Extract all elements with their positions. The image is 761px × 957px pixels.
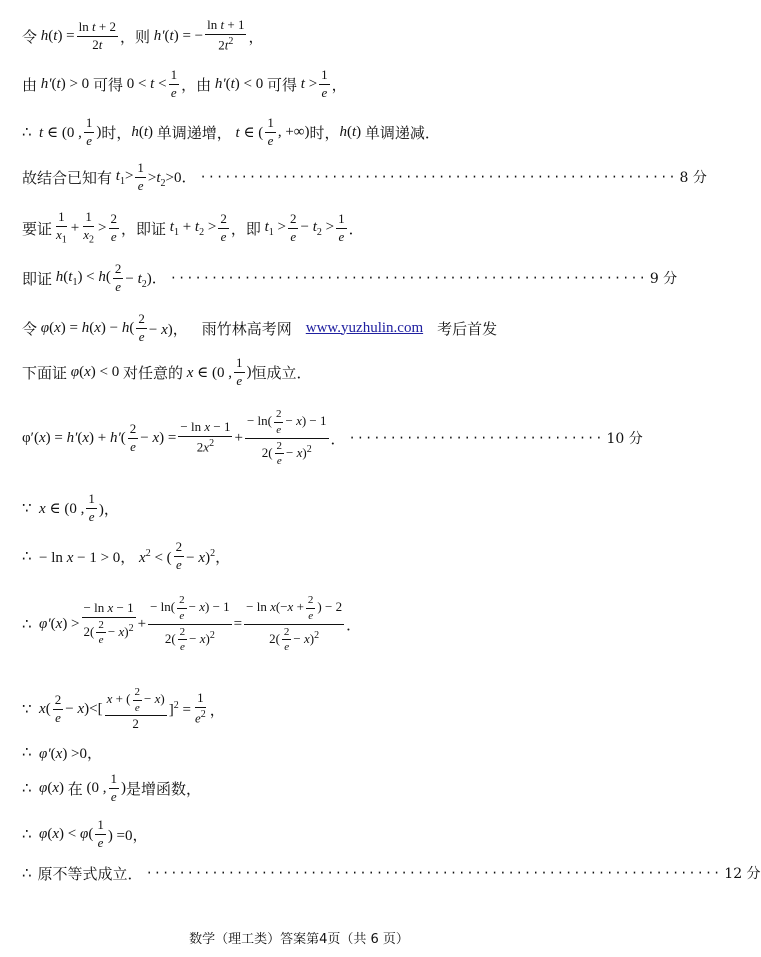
math-period: ． bbox=[330, 431, 346, 448]
line-8-claim bbox=[22, 352, 578, 392]
math-minus-x-eq: − x) = bbox=[140, 429, 177, 446]
therefore-symbol: ∴ bbox=[22, 864, 32, 882]
line-3-monotonicity bbox=[22, 112, 578, 152]
line-17-conclusion bbox=[22, 860, 761, 886]
text-comma-you: ，由 bbox=[181, 75, 212, 94]
score-8: 8 分 bbox=[679, 170, 707, 186]
math-t2-gt0: $>t_2>0$． bbox=[147, 169, 197, 189]
math-hprime: h′ bbox=[150, 27, 165, 44]
dot-leader: ·························································· bbox=[169, 271, 647, 285]
fraction-2-over-e-5: $\frac{2}{e}$ bbox=[138, 310, 145, 344]
math-0-lt-t-lt: 0 < t < bbox=[122, 75, 167, 92]
dot-leader: ······································································ bbox=[145, 866, 722, 880]
text-shi1: 时， bbox=[101, 123, 132, 142]
fraction-1-over-e: $\frac{1}{e}$ bbox=[170, 66, 178, 100]
fraction-1-over-e-7: $\frac{1}{e}$ bbox=[236, 354, 243, 388]
math-minus-x-sq: − x)$^2$， bbox=[186, 547, 231, 566]
math-period: ． bbox=[346, 617, 362, 634]
math-gt: > bbox=[98, 219, 107, 236]
math-minus-t2: − $t_2$ > bbox=[300, 218, 335, 238]
math-t1-plus-t2: $t_1 + t_2$ > bbox=[169, 218, 217, 238]
fraction-2-over-e-4: $\frac{2}{e}$ bbox=[114, 260, 122, 294]
math-h-t-2: h(t) bbox=[339, 123, 365, 140]
fraction-1-over-x2: $\frac{1}{x_2}$ bbox=[83, 208, 95, 246]
therefore-symbol: ∴ bbox=[22, 825, 32, 843]
math-minus-x: − x)， bbox=[148, 321, 188, 338]
text-conclusion: 原不等式成立． bbox=[37, 864, 143, 883]
math-neg-lnx: − ln x − 1 > 0， $x^2$ < ( bbox=[31, 547, 172, 566]
fraction-mean: x + ( $\frac{2}{e}$ − x) 2 bbox=[106, 685, 165, 732]
fraction-1-over-e-6: $\frac{1}{e}$ bbox=[338, 210, 345, 244]
line-6-equivalent bbox=[22, 258, 678, 298]
fraction-bound-1: − ln x − 1 2( $\frac{2}{e}$ − x)$^2$ bbox=[83, 599, 134, 647]
fraction-bound-3: − ln x(−x + $\frac{2}{e}$ ) − 2 2( $\frac{2}{e}$ − x)$^2$ bbox=[246, 594, 343, 654]
text-jizheng: 即证 bbox=[22, 269, 53, 288]
text-yaozheng: 要证 bbox=[22, 219, 53, 238]
math-close: ) bbox=[121, 779, 127, 796]
fraction-2-over-e-2: $\frac{2}{e}$ bbox=[220, 210, 227, 244]
math-plus: + bbox=[70, 219, 80, 236]
math-plus: + bbox=[234, 429, 243, 446]
fraction-1-over-e-3: $\frac{1}{e}$ bbox=[85, 114, 93, 148]
math-h-t: h bbox=[37, 27, 49, 44]
math-phi-lt0: φ(x) < 0 bbox=[70, 363, 123, 380]
line-14-phi-prime-pos bbox=[22, 738, 578, 766]
math-minus-t2-close: − $t_2$)． bbox=[125, 270, 167, 290]
fraction-neg-ln-2e-minus-x: − ln( $\frac{2}{e}$ − x) − 1 2( $\frac{2}{e}$ − x)$^2$ bbox=[246, 408, 327, 468]
math-comma: ， bbox=[209, 702, 225, 719]
line-2-sign-of-derivative bbox=[22, 64, 578, 104]
math-minus-x-lt: − x)<[ bbox=[65, 700, 103, 717]
math-phi-x: φ(x) bbox=[39, 779, 68, 796]
math-phi-lt: φ(x) < φ( bbox=[39, 825, 94, 842]
line-11-inequalities bbox=[22, 536, 578, 576]
fraction-2-over-e-7: $\frac{2}{e}$ bbox=[175, 538, 183, 572]
score-12: 12 分 bbox=[724, 866, 761, 882]
fraction-1-over-e-9: $\frac{1}{e}$ bbox=[110, 770, 118, 804]
math-h-t-1: h(t) bbox=[131, 123, 157, 140]
text-kede1: 可得 bbox=[92, 75, 123, 94]
dot-leader: ······························· bbox=[348, 431, 604, 445]
text-kede2: 可得 bbox=[267, 75, 298, 94]
fraction-1-over-e2: $\frac{1}{e^2}$ bbox=[194, 690, 206, 726]
fraction-1-over-e-2: $\frac{1}{e}$ bbox=[321, 66, 328, 100]
therefore-symbol: ∴ bbox=[22, 547, 32, 565]
fraction-lnt-plus-1-over-2t2: $\frac{\text{ln t + 1}}{2t^2}$ bbox=[207, 17, 245, 53]
math-eq0: ) =0， bbox=[107, 827, 148, 844]
math-inf: , +∞) bbox=[277, 123, 310, 140]
fraction-2-over-e-8: $\frac{2}{e}$ bbox=[54, 691, 62, 725]
fraction-1-over-e-5: $\frac{1}{e}$ bbox=[137, 159, 144, 193]
text-xiamian: 下面证 bbox=[22, 363, 68, 382]
math-eq: = bbox=[233, 615, 243, 632]
math-t1-gt: $t_1>$ bbox=[115, 167, 134, 187]
text-end: ， bbox=[331, 75, 347, 94]
math-x-in: x ∈ (0 , bbox=[186, 364, 233, 381]
math-x-in: x ∈ (0 , bbox=[39, 500, 85, 517]
line-7-define-phi bbox=[22, 308, 578, 348]
fraction-bound-2: − ln( $\frac{2}{e}$ − x) − 1 2( $\frac{2}{e}$ − x)$^2$ bbox=[150, 594, 230, 654]
text-mono-dec: 单调递减． bbox=[364, 123, 440, 142]
math-eq2: (t) = − bbox=[164, 27, 204, 44]
math-plus: + bbox=[137, 615, 147, 632]
math-phi-def: φ(x) = h(x) − h( bbox=[40, 319, 135, 336]
therefore-symbol: ∴ bbox=[22, 743, 32, 761]
line-1-derivative-h bbox=[22, 14, 578, 58]
line-12-phi-prime-bound bbox=[22, 590, 578, 658]
dot-leader: ·························································· bbox=[199, 170, 677, 184]
line-13-am-gm bbox=[22, 678, 578, 740]
text-ling: 令 bbox=[22, 319, 38, 338]
fraction-1-over-e-10: $\frac{1}{e}$ bbox=[97, 816, 104, 850]
math-sq-eq: ]$^2$ = bbox=[168, 699, 191, 718]
math-hprime-lt0: h′(t) < 0 bbox=[214, 75, 267, 92]
line-15-phi-increasing bbox=[22, 768, 578, 808]
therefore-symbol: ∴ bbox=[22, 123, 32, 141]
score-9: 9 分 bbox=[649, 271, 678, 287]
math-close: )， bbox=[98, 501, 119, 518]
text-mono-inc: 单调递增， bbox=[156, 123, 232, 142]
math-eq: ) = bbox=[57, 27, 75, 44]
text-you: 由 bbox=[22, 75, 38, 94]
text-zenghanshu: 是增函数， bbox=[126, 779, 202, 798]
fraction-2-over-e-6: $\frac{2}{e}$ bbox=[129, 420, 137, 454]
fraction-1-over-e-8: $\frac{1}{e}$ bbox=[88, 490, 95, 524]
text-after: 考后首发 bbox=[437, 319, 498, 338]
score-10: 10 分 bbox=[606, 431, 643, 447]
math-close: ) bbox=[246, 363, 252, 380]
text-end: ． bbox=[348, 219, 364, 238]
math-x-times: x( bbox=[39, 700, 51, 717]
math-paren: ( bbox=[48, 27, 54, 44]
line-9-phi-derivative bbox=[22, 404, 643, 472]
site-url-link[interactable]: www.yuzhulin.com bbox=[305, 319, 424, 336]
site-name: 雨竹林高考网 bbox=[201, 319, 292, 338]
text-ji: ，即 bbox=[230, 219, 261, 238]
math-t-in-1e-inf: t ∈ ( bbox=[235, 124, 264, 141]
math-interval: (0 , bbox=[82, 779, 107, 796]
fraction-lnt-plus-2-over-2t: $\frac{\text{ln t + 2}}{2t}$ bbox=[78, 18, 116, 52]
math-phiprime: φ′(x) = h′(x) + h′( bbox=[22, 429, 126, 446]
line-10-because-x-range bbox=[22, 488, 578, 528]
fraction-neg-lnx-minus-1: $\frac{\text{− ln x − 1}}{2x^2}$ bbox=[180, 419, 231, 455]
math-phiprime-gt: φ′(x) > bbox=[39, 615, 80, 632]
therefore-symbol: ∴ bbox=[22, 615, 32, 633]
text-zeyi: ，则 bbox=[120, 27, 151, 46]
fraction-2-over-e: $\frac{2}{e}$ bbox=[110, 210, 118, 244]
fraction-1-over-e-4: $\frac{1}{e}$ bbox=[267, 114, 274, 148]
text-hengcheng: 恒成立． bbox=[251, 363, 312, 382]
math-t: t bbox=[53, 27, 58, 44]
text-ling: 令 bbox=[22, 27, 38, 46]
fraction-1-over-x1: $\frac{1}{x_1}$ bbox=[56, 208, 67, 246]
therefore-symbol: ∴ bbox=[22, 779, 32, 797]
fraction-2-over-e-3: $\frac{2}{e}$ bbox=[289, 210, 297, 244]
math-t-in-0-1e: t ∈ (0 , bbox=[39, 124, 82, 141]
math-hprime-gt0: h′(t) > 0 bbox=[40, 75, 93, 92]
page-footer: 数学（理工类）答案第4页（共 6 页） bbox=[189, 932, 409, 947]
because-symbol: ∵ bbox=[22, 499, 32, 517]
math-t-gt: t > bbox=[300, 75, 318, 92]
text-shi2: 时， bbox=[309, 123, 340, 142]
line-4-combined bbox=[22, 158, 707, 196]
math-close: ) bbox=[96, 123, 102, 140]
math-h-t1-lt: $h(t_1) < h$( bbox=[55, 268, 111, 288]
text-zai: 在 bbox=[67, 779, 83, 798]
line-16-phi-lt-zero bbox=[22, 814, 578, 854]
text-end: ， bbox=[248, 27, 264, 46]
text-jizheng: ，即证 bbox=[121, 219, 167, 238]
math-phiprime-gt0: φ′(x) >0， bbox=[39, 745, 103, 762]
line-5-to-prove bbox=[22, 204, 578, 252]
text-duirenyi: 对任意的 bbox=[122, 363, 183, 382]
because-symbol: ∵ bbox=[22, 700, 32, 718]
text-combined: 故结合已知有 bbox=[22, 168, 113, 187]
math-t1-gt: $t_1$ > bbox=[264, 218, 286, 238]
